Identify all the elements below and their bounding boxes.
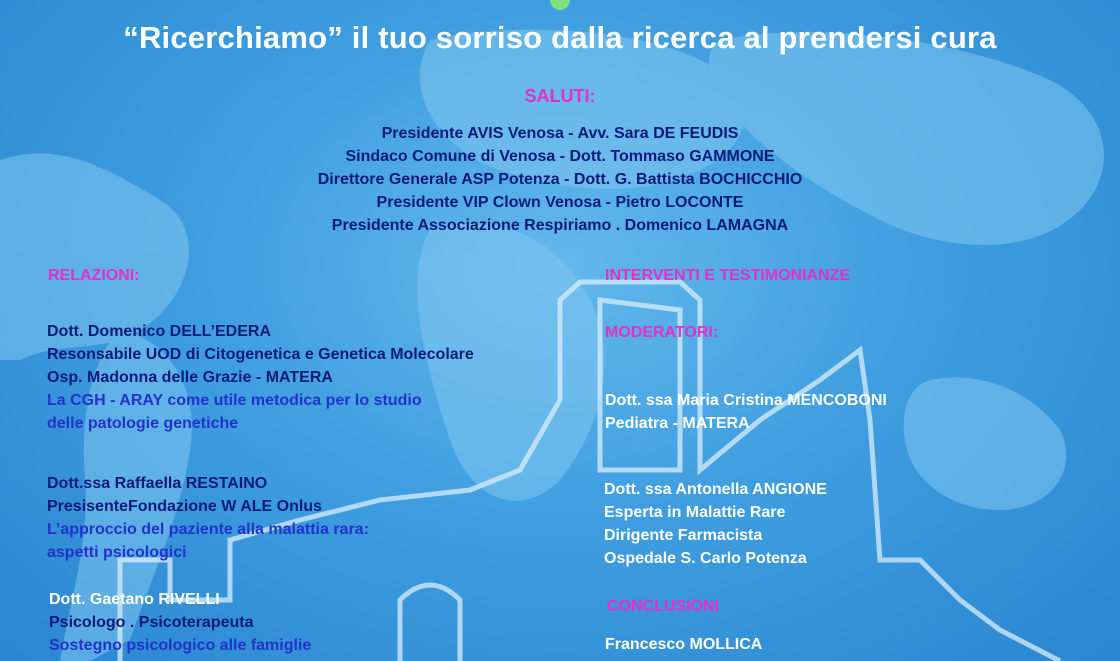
speaker-topic: aspetti psicologici bbox=[47, 544, 187, 561]
moderator-role: Esperta in Malattie Rare bbox=[604, 504, 786, 521]
moderator-name: Dott. ssa Maria Cristina MENCOBONI bbox=[605, 392, 887, 409]
speaker-role: Psicologo . Psicoterapeuta bbox=[49, 614, 254, 631]
speaker-block bbox=[47, 472, 369, 564]
saluti-heading: SALUTI: bbox=[524, 86, 596, 106]
saluti-item: Presidente AVIS Venosa - Avv. Sara DE FEUDIS bbox=[381, 125, 739, 142]
moderatori-heading: MODERATORI: bbox=[605, 324, 719, 341]
moderator-name: Dott. ssa Antonella ANGIONE bbox=[604, 481, 827, 498]
speaker-role: PresisenteFondazione W ALE Onlus bbox=[47, 498, 322, 515]
speaker-block bbox=[49, 588, 311, 657]
logo-fragment bbox=[550, 0, 570, 10]
relazioni-heading: RELAZIONI: bbox=[48, 267, 140, 284]
moderator-role: Dirigente Farmacista bbox=[604, 527, 763, 544]
saluti-item: Direttore Generale ASP Potenza - Dott. G. Battista BOCHICCHIO bbox=[317, 171, 803, 188]
speaker-block bbox=[47, 320, 474, 435]
speaker-name: Dott. Domenico DELL’EDERA bbox=[47, 323, 272, 340]
speaker-topic: Sostegno psicologico alle famiglie bbox=[49, 637, 312, 654]
interventi-heading: INTERVENTI E TESTIMONIANZE bbox=[605, 267, 851, 284]
saluti-list bbox=[0, 122, 1120, 237]
speaker-role: Resonsabile UOD di Citogenetica e Genetica Molecolare bbox=[47, 346, 474, 363]
moderator-block bbox=[605, 389, 887, 435]
moderator-role: Ospedale S. Carlo Potenza bbox=[604, 550, 807, 567]
speaker-org: Osp. Madonna delle Grazie - MATERA bbox=[47, 369, 333, 386]
speaker-name: Dott.ssa Raffaella RESTAINO bbox=[47, 475, 268, 492]
saluti-item: Presidente Associazione Respiriamo . Domenico LAMAGNA bbox=[331, 217, 789, 234]
saluti-item: Sindaco Comune di Venosa - Dott. Tommaso GAMMONE bbox=[345, 148, 775, 165]
moderator-role: Pediatra - MATERA bbox=[605, 415, 750, 432]
page-title: “Ricerchiamo” il tuo sorriso dalla ricerca al prendersi cura bbox=[123, 20, 997, 55]
moderator-block bbox=[604, 478, 827, 570]
saluti-item: Presidente VIP Clown Venosa - Pietro LOCONTE bbox=[376, 194, 744, 211]
speaker-topic: La CGH - ARAY come utile metodica per lo studio bbox=[47, 392, 422, 409]
speaker-name: Dott. Gaetano RIVELLI bbox=[49, 591, 220, 608]
speaker-topic: delle patologie genetiche bbox=[47, 415, 239, 432]
speaker-topic: L’approccio del paziente alla malattia rara: bbox=[47, 521, 369, 538]
conclusioni-name: Francesco MOLLICA bbox=[605, 636, 763, 653]
conclusioni-heading: CONCLUSIONI bbox=[607, 598, 719, 615]
